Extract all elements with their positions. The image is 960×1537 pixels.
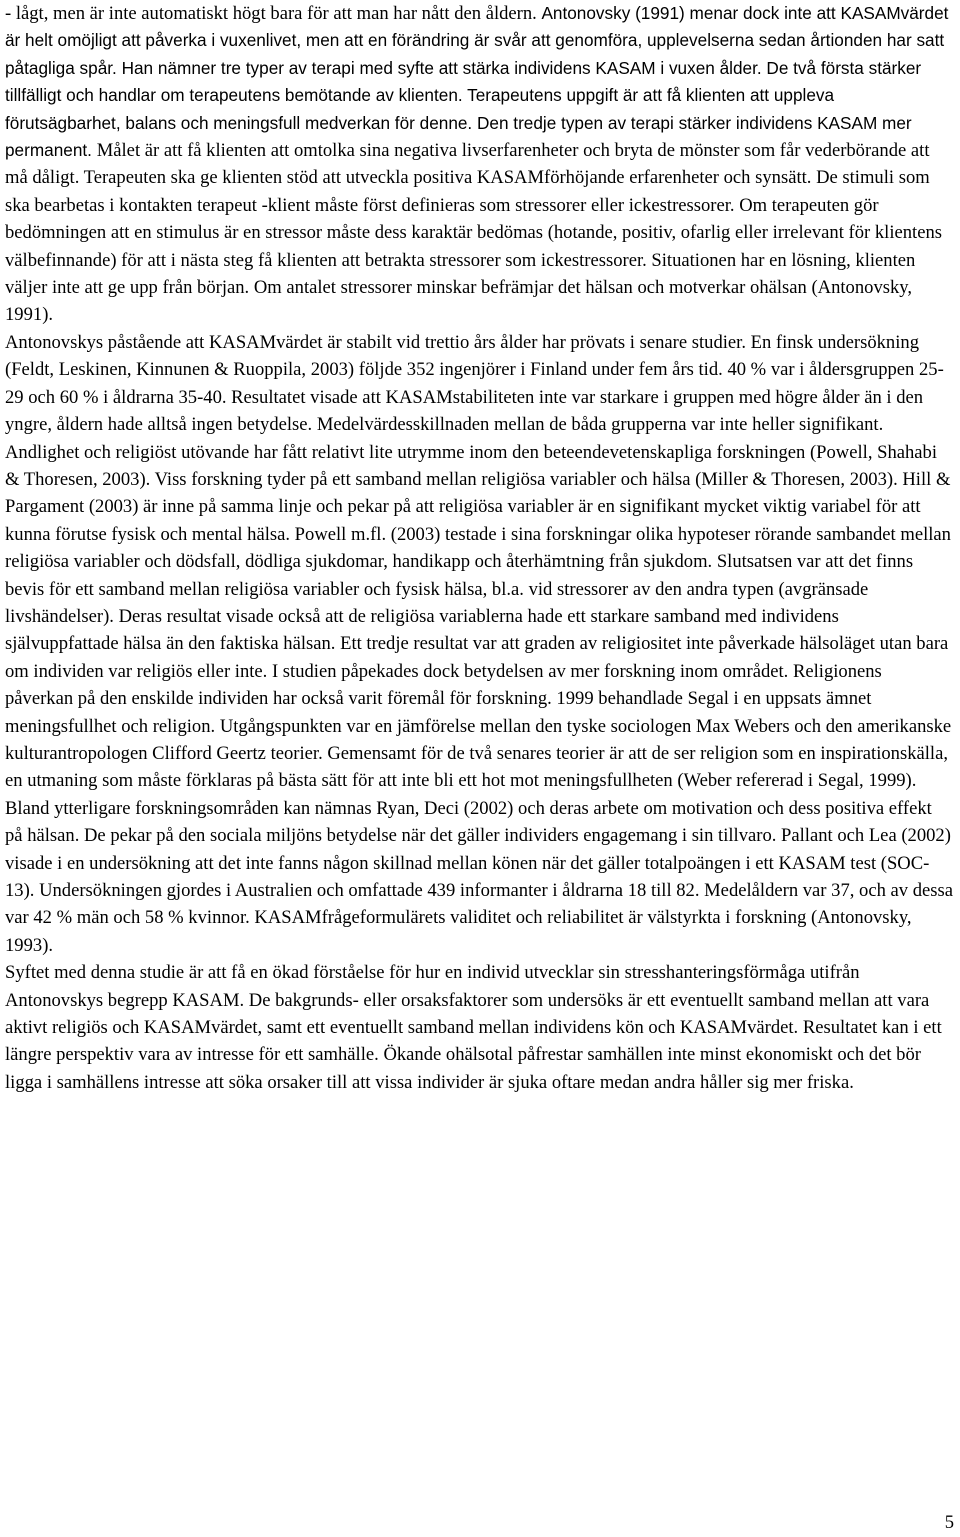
text-segment: - lågt, men är inte automatiskt högt bara för att man har nått den åldern. (5, 3, 542, 24)
paragraph-religion-research (5, 439, 953, 960)
text-segment: Antonovsky (1991) menar dock inte att KASAMvärdet är helt omöjligt att påverka i vuxenlivet, men att en förändring är svår att genomföra, upplevelserna sedan årtionden har satt påtagliga spår. Han nämner tre typer av terapi med syfte att stärka individens KASAM i vuxen ålder. De två första stärker tillfälligt och handlar om terapeutens bemötande av klienten. Terapeutens uppgift är att få klienten att uppleva förutsägbarhet, balans och meningsfull medverkan för denne. Den tredje typen av terapi stärker individens KASAM mer permanent. (5, 3, 949, 161)
text-segment: Syftet med denna studie är att få en ökad förståelse för hur en individ utvecklar sin stresshanteringsförmåga utifrån Antonovskys begrepp KASAM. De bakgrunds- eller orsaksfaktorer som undersöks är ett eventuellt samband mellan att vara aktivt religiös och KASAMvärdet, samt ett eventuellt samband mellan individens kön och KASAMvärdet. Resultatet kan i ett längre perspektiv vara av intresse för ett samhälle. Ökande ohälsotal påfrestar samhällen inte minst ekonomiskt och det bör ligga i samhällens intresse att söka orsaker till att vissa individer är sjuka oftare medan andra håller sig mer friska. (5, 962, 942, 1093)
text-segment: Andlighet och religiöst utövande har fått relativt lite utrymme inom den beteendevetenskapliga forskningen (Powell, Shahabi & Thoresen, 2003). Viss forskning tyder på ett samband mellan religiösa variabler och hälsa (Miller & Thoresen, 2003). Hill & Pargament (2003) är inne på samma linje och pekar på att religiösa variabler är en signifikant mycket viktig variabel för att kunna förutse fysisk och mental hälsa. Powell m.fl. (2003) testade i sina forskningar olika hypoteser rörande sambandet mellan religiösa variabler och dödsfall, dödliga sjukdomar, handikapp och återhämtning från sjukdom. Slutsatsen var att det finns bevis för ett samband mellan religiösa variabler och fysisk hälsa, bl.a. vid stressorer av den andra typen (avgränsade livshändelser). Deras resultat visade också att de religiösa variablerna hade ett starkare samband med individens självuppfattade hälsa än den faktiska hälsan. Ett tredje resultat var att graden av religiositet inte påverkade hälsoläget utan bara om individen var religiös eller inte. I studien påpekades dock betydelsen av mer forskning inom området. Religionens påverkan på den enskilde individen har också varit föremål för forskning. 1999 behandlade Segal i en uppsats ämnet meningsfullhet och religion. Utgångspunkten var en jämförelse mellan den tyske sociologen Max Webers och den amerikanske kulturantropologen Clifford Geertz teorier. Gemensamt för de två senares teorier är att de ser religion som en inspirationskälla, en utmaning som måste förklaras på bästa sätt för att inte bli ett hot mot meningsfullheten (Weber refererad i Segal, 1999). Bland ytterligare forskningsområden kan nämnas Ryan, Deci (2002) och deras arbete om motivation och dess positiva effekt på hälsan. De pekar på den sociala miljöns betydelse när det gäller individers engagemang i sin tillvaro. Pallant och Lea (2002) visade i en undersökning att det inte fanns någon skillnad mellan könen när det gäller totalpoängen i ett KASAM test (SOC-13). Undersökningen gjordes i Australien och omfattade 439 informanter i åldrarna 18 till 82. Medelåldern var 37, och av dessa var 42 % män och 58 % kvinnor. KASAMfrågeformulärets validitet och reliabilitet är välstyrkta i forskning (Antonovsky, 1993). (5, 441, 954, 956)
page-number: 5 (944, 1512, 954, 1533)
document-page (5, 0, 953, 1096)
paragraph-finnish-study (5, 329, 953, 439)
text-segment: Målet är att få klienten att omtolka sina negativa livserfarenheter och bryta de mönster som får vederbörande att må dåligt. Terapeuten ska ge klienten stöd att utveckla positiva KASAMförhöjande erfarenheter och synsätt. De stimuli som ska bearbetas i kontakten terapeut -klient måste först definieras som stressorer eller ickestressorer. Om terapeuten gör bedömningen att en stimulus är en stressor måste dess karaktär bedömas (hotande, positiv, ofarlig eller irrelevant för klientens välbefinnande) för att i nästa steg få klienten att betrakta stressorer som ickestressorer. Situationen har en lösning, klienten väljer inte att ge upp från början. Om antalet stressorer minskar befrämjar det hälsan och motverkar ohälsan (Antonovsky, 1991). (5, 140, 942, 326)
paragraph-stress-therapy (5, 0, 953, 329)
paragraph-study-purpose (5, 959, 953, 1096)
text-segment: Antonovskys påstående att KASAMvärdet är stabilt vid trettio års ålder har prövats i senare studier. En finsk undersökning (Feldt, Leskinen, Kinnunen & Ruoppila, 2003) följde 352 ingenjörer i Finland under fem års tid. 40 % var i åldersgruppen 25-29 och 60 % i åldrarna 35-40. Resultatet visade att KASAMstabiliteten inte var starkare i gruppen med högre ålder än i den yngre, åldern hade alltså ingen betydelse. Medelvärdesskillnaden mellan de båda grupperna var inte heller signifikant. (5, 331, 944, 436)
